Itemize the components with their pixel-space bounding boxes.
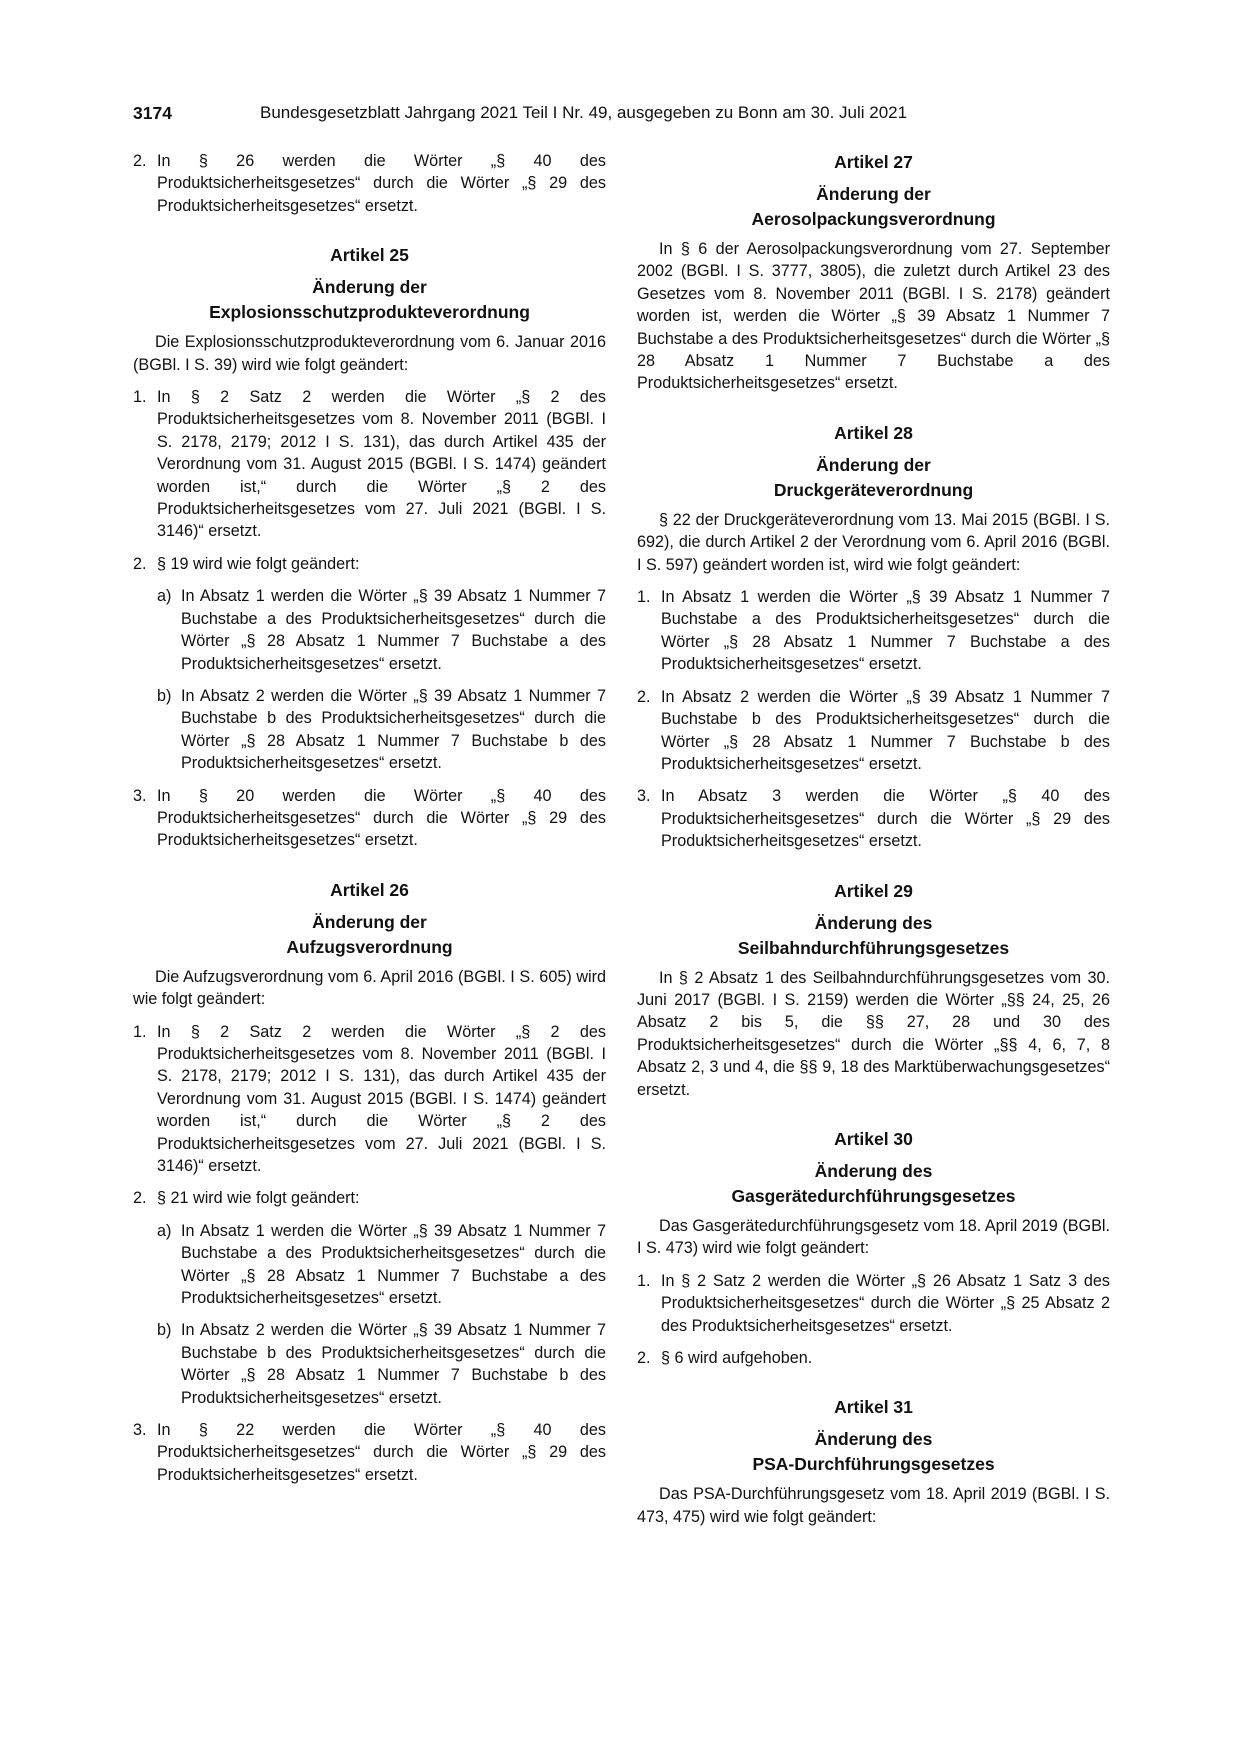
article-title-line: Explosionsschutzprodukteverordnung: [209, 302, 530, 323]
sub-item-letter: a): [157, 587, 172, 606]
article-31: [637, 1395, 1110, 1528]
sub-item-text: In Absatz 2 werden die Wörter „§ 39 Absatz 1 Nummer 7 Buchstabe b des Produktsicherheitsgesetzes“ durch die Wörter „§ 28 Absatz 1 Nummer 7 Buchstabe b des Produktsicherheitsgesetzes“ ersetzt.: [181, 1321, 606, 1407]
sub-item-text: In Absatz 1 werden die Wörter „§ 39 Absatz 1 Nummer 7 Buchstabe a des Produktsicherheitsgesetzes“ durch die Wörter „§ 28 Absatz 1 Nummer 7 Buchstabe a des Produktsicherheitsgesetzes“ ersetzt.: [181, 587, 606, 673]
right-column: [637, 150, 1110, 1538]
article-number: Artikel 28: [834, 422, 913, 443]
page-header: [133, 100, 1113, 126]
article-intro: Das PSA-Durchführungsgesetz vom 18. April 2019 (BGBl. I S. 473, 475) wird wie folgt geändert:: [637, 1485, 1110, 1526]
item-text: In Absatz 2 werden die Wörter „§ 39 Absatz 1 Nummer 7 Buchstabe b des Produktsicherheitsgesetzes“ durch die Wörter „§ 28 Absatz 1 Nummer 7 Buchstabe b des Produktsicherheitsgesetzes“ ersetzt.: [661, 687, 1110, 773]
item-text: In Absatz 3 werden die Wörter „§ 40 des Produktsicherheitsgesetzes“ durch die Wörter „§ 29 des Produktsicherheitsgesetzes“ ersetzt.: [661, 787, 1110, 851]
item-number: 2.: [637, 1349, 651, 1367]
article-title: [133, 275, 606, 325]
item-text: In § 2 Satz 2 werden die Wörter „§ 2 des Produktsicherheitsgesetzes vom 8. November 2011 (BGBl. I S. 2178, 2179; 2012 I S. 131), das durch Artikel 435 der Verordnung vom 31. August 2015 (BGBl. I S. 1474) geändert worden ist,“ durch die Wörter „§ 2 des Produktsicherheitsgesetzes vom 27. Juli 2021 (BGBl. I S. 3146)“ ersetzt.: [157, 1022, 606, 1175]
list-item: [637, 586, 1110, 676]
article-number: Artikel 29: [834, 880, 913, 901]
page-number: 3174: [133, 103, 172, 123]
article-title-line: Änderung der: [816, 454, 931, 475]
list-item: [133, 553, 606, 575]
item-text: In Absatz 1 werden die Wörter „§ 39 Absatz 1 Nummer 7 Buchstabe a des Produktsicherheitsgesetzes“ durch die Wörter „§ 28 Absatz 1 Nummer 7 Buchstabe a des Produktsicherheitsgesetzes“ ersetzt.: [661, 588, 1110, 674]
article-25: [133, 243, 606, 852]
item-text: § 19 wird wie folgt geändert:: [157, 554, 360, 573]
item-number: 1.: [637, 1271, 651, 1290]
item-text: In § 2 Satz 2 werden die Wörter „§ 26 Absatz 1 Satz 3 des Produktsicherheitsgesetzes“ durch die Wörter „§ 25 Absatz 2 des Produktsicherheitsgesetzes“ ersetzt.: [661, 1271, 1110, 1335]
list-item: [637, 686, 1110, 776]
sub-item-text: In Absatz 1 werden die Wörter „§ 39 Absatz 1 Nummer 7 Buchstabe a des Produktsicherheitsgesetzes“ durch die Wörter „§ 28 Absatz 1 Nummer 7 Buchstabe a des Produktsicherheitsgesetzes“ ersetzt.: [181, 1221, 606, 1308]
list-item: [133, 1021, 606, 1178]
item-number: 2.: [133, 1189, 147, 1208]
article-title-line: Änderung des: [814, 1160, 933, 1181]
article-title-line: Änderung des: [814, 1429, 933, 1450]
article-title-line: PSA-Durchführungsgesetzes: [752, 1454, 995, 1475]
article-title-line: Änderung der: [312, 277, 427, 298]
sub-item: [133, 685, 606, 775]
article-title-line: Seilbahndurchführungsgesetzes: [737, 937, 1010, 958]
item-number: 3.: [133, 1421, 147, 1440]
article-number: Artikel 25: [330, 245, 409, 266]
article-title-line: Aerosolpackungsverordnung: [751, 209, 996, 229]
article-intro: Die Explosionsschutzprodukteverordnung vom 6. Januar 2016 (BGBl. I S. 39) wird wie folgt geändert:: [133, 333, 606, 374]
article-title: [637, 911, 1110, 961]
item-number: 1.: [637, 588, 651, 607]
item-number: 3.: [133, 786, 147, 805]
sub-item-letter: b): [157, 1321, 172, 1340]
left-column: [133, 150, 606, 1496]
item-text: In § 22 werden die Wörter „§ 40 des Produktsicherheitsgesetzes“ durch die Wörter „§ 29 des Produktsicherheitsgesetzes“ ersetzt.: [157, 1421, 606, 1484]
item-text: § 21 wird wie folgt geändert:: [157, 1189, 360, 1208]
article-26: [133, 878, 606, 1487]
list-item: [637, 785, 1110, 852]
article-title: [637, 453, 1110, 503]
sub-item: [133, 1220, 606, 1310]
article-intro: Das Gasgerätedurchführungsgesetz vom 18. April 2019 (BGBl. I S. 473) wird wie folgt geändert:: [637, 1216, 1110, 1258]
sub-item-letter: a): [157, 1221, 172, 1240]
item-text: § 6 wird aufgehoben.: [661, 1349, 813, 1367]
article-29: [637, 879, 1110, 1101]
list-item: [637, 1270, 1110, 1337]
article-intro: In § 2 Absatz 1 des Seilbahndurchführungsgesetzes vom 30. Juni 2017 (BGBl. I S. 2159) werden die Wörter „§§ 24, 25, 26 Absatz 2 bis 5, die §§ 27, 28 und 30 des Produktsicherheitsgesetzes“ durch die Wörter „§§ 4, 6, 7, 8 Absatz 2, 3 und 4, die §§ 9, 18 des Marktüberwachungsgesetzes“ ersetzt.: [637, 968, 1110, 1099]
article-number: Artikel 26: [330, 879, 409, 900]
item-number: 2.: [133, 554, 147, 573]
item-text: In § 20 werden die Wörter „§ 40 des Produktsicherheitsgesetzes“ durch die Wörter „§ 29 des Produktsicherheitsgesetzes“ ersetzt.: [157, 786, 606, 850]
article-title: [133, 910, 606, 960]
article-intro: In § 6 der Aerosolpackungsverordnung vom 27. September 2002 (BGBl. I S. 3777, 3805), die zuletzt durch Artikel 23 des Gesetzes vom 8. November 2011 (BGBl. I S. 2178) geändert worden ist, werden die Wörter „§ 39 Absatz 1 Nummer 7 Buchstabe a des Produktsicherheitsgesetzes“ durch die Wörter „§ 28 Absatz 1 Nummer 7 Buchstabe a des Produktsicherheitsgesetzes“ ersetzt.: [637, 240, 1110, 393]
article-title-line: Gasgerätedurchführungsgesetzes: [731, 1185, 1016, 1206]
sub-item: [133, 585, 606, 675]
list-item: [133, 1419, 606, 1486]
article-number: Artikel 30: [834, 1128, 913, 1149]
article-title-line: Änderung des: [814, 912, 933, 933]
article-title: [637, 182, 1110, 232]
running-title: Bundesgesetzblatt Jahrgang 2021 Teil I Nr. 49, ausgegeben zu Bonn am 30. Juli 2021: [260, 103, 908, 122]
article-title-line: Druckgeräteverordnung: [773, 479, 974, 500]
sub-item: [133, 1319, 606, 1409]
item-text: In § 26 werden die Wörter „§ 40 des Produktsicherheitsgesetzes“ durch die Wörter „§ 29 des Produktsicherheitsgesetzes“ ersetzt.: [157, 152, 606, 215]
item-number: 3.: [637, 787, 651, 806]
article-title: [637, 1427, 1110, 1477]
sub-item-text: In Absatz 2 werden die Wörter „§ 39 Absatz 1 Nummer 7 Buchstabe b des Produktsicherheitsgesetzes“ durch die Wörter „§ 28 Absatz 1 Nummer 7 Buchstabe b des Produktsicherheitsgesetzes“ ersetzt.: [181, 686, 606, 773]
item-number: 1.: [133, 388, 147, 407]
item-number: 2.: [133, 152, 147, 170]
article-30: [637, 1127, 1110, 1369]
article-number: Artikel 31: [834, 1397, 913, 1418]
article-intro: Die Aufzugsverordnung vom 6. April 2016 (BGBl. I S. 605) wird wie folgt geändert:: [133, 967, 606, 1009]
list-item: [133, 785, 606, 852]
article-title-line: Aufzugsverordnung: [286, 936, 453, 957]
item-number: 1.: [133, 1022, 147, 1041]
article-number: Artikel 27: [834, 152, 913, 172]
article-27: [637, 150, 1110, 395]
article-title-line: Änderung der: [312, 911, 427, 932]
item-text: In § 2 Satz 2 werden die Wörter „§ 2 des Produktsicherheitsgesetzes vom 8. November 2011 (BGBl. I S. 2178, 2179; 2012 I S. 131), das durch Artikel 435 der Verordnung vom 31. August 2015 (BGBl. I S. 1474) geändert worden ist,“ durch die Wörter „§ 2 des Produktsicherheitsgesetzes vom 27. Juli 2021 (BGBl. I S. 3146)“ ersetzt.: [157, 388, 606, 541]
list-item: [133, 386, 606, 543]
list-item: [133, 1187, 606, 1209]
sub-item-letter: b): [157, 686, 172, 705]
article-28: [637, 421, 1110, 853]
article-title: [637, 1159, 1110, 1209]
item-number: 2.: [637, 687, 651, 706]
list-item: [133, 150, 606, 217]
list-item: [637, 1347, 1110, 1369]
article-intro: § 22 der Druckgeräteverordnung vom 13. Mai 2015 (BGBl. I S. 692), die durch Artikel 2 der Verordnung vom 6. April 2016 (BGBl. I S. 597) geändert worden ist, wird wie folgt geändert:: [637, 510, 1110, 574]
article-title-line: Änderung der: [816, 184, 931, 204]
